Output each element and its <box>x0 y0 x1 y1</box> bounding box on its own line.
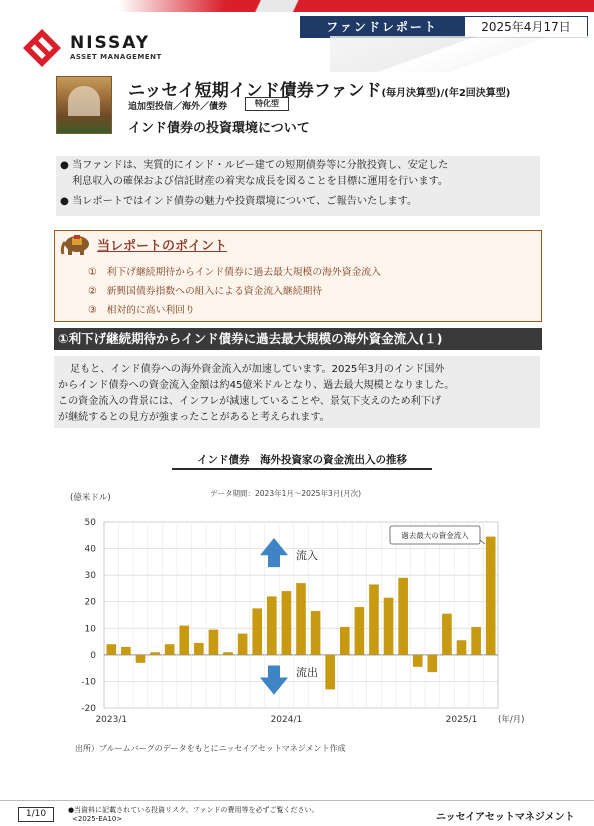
y-tick-label: -10 <box>81 677 96 688</box>
point-item-2: ② 新興国債券指数への組入による資金流入継続期待 <box>88 286 323 297</box>
bar-2024/2 <box>296 583 306 655</box>
bar-2024/1 <box>282 591 292 655</box>
body-line-2: からインド債券への資金流入金額は約45億米ドルとなり、過去最大規模となりました。 <box>58 380 455 391</box>
bar-2023/11 <box>252 608 262 655</box>
x-tick-label: 2023/1 <box>95 715 128 725</box>
inflow-label: 流入 <box>296 549 318 563</box>
bar-2024/6 <box>355 607 365 655</box>
y-tick-label: -20 <box>81 704 96 714</box>
body-line-4: が継続するとの見方が強まったことがあると考えられます。 <box>58 412 330 423</box>
bar-2023/3 <box>136 655 146 663</box>
intro-bullet-icon: ● <box>60 160 69 171</box>
bar-2025/3 <box>486 537 496 655</box>
bar-2023/6 <box>179 626 189 655</box>
y-tick-label: 0 <box>90 650 96 661</box>
bar-2024/4 <box>325 655 335 690</box>
footer-code: <2025-EA10> <box>72 815 123 823</box>
chart-title-underline <box>172 468 432 470</box>
bar-2024/9 <box>398 578 408 655</box>
chart-title: インド債券 海外投資家の資金流出入の推移 <box>197 454 407 466</box>
bar-2023/5 <box>165 644 175 655</box>
body-line-3: この資金流入の背景には、インフレが減速していることや、景気下支えのため利下げ <box>58 396 441 407</box>
bar-2023/4 <box>150 652 160 655</box>
footer-company: ニッセイアセットマネジメント <box>436 812 575 823</box>
footer-divider <box>0 800 594 801</box>
bar-2023/7 <box>194 643 204 655</box>
bar-2024/3 <box>311 611 321 655</box>
intro-bullet-icon: ● <box>60 196 69 207</box>
logo-subtitle: ASSET MANAGEMENT <box>70 53 162 61</box>
x-tick-label: 2024/1 <box>270 715 303 725</box>
bar-2025/2 <box>471 627 481 655</box>
bar-2024/5 <box>340 627 350 655</box>
fund-title <box>128 76 510 101</box>
intro-line-1: 当ファンドは、実質的にインド・ルピー建ての短期債券等に分散投資し、安定した <box>72 160 449 171</box>
fund-title-main: ニッセイ短期インド債券ファンド <box>128 81 382 101</box>
bar-2024/11 <box>428 655 438 672</box>
cover-dome-shape <box>68 86 100 116</box>
y-tick-label: 10 <box>84 624 96 635</box>
page-number: 1/10 <box>18 807 54 822</box>
points-title: 当レポートのポイント <box>97 239 228 254</box>
bar-2024/8 <box>384 598 394 655</box>
logo-name: NISSAY <box>70 33 151 53</box>
bar-2025/1 <box>457 640 467 655</box>
elephant-icon <box>60 234 92 256</box>
footer-note: ●当資料に記載されている投資リスク、ファンドの費用等を必ずご覧ください。 <box>68 806 319 814</box>
nissay-logo-icon <box>22 28 62 68</box>
body-line-1: 足もと、インド債券への海外資金流入が加速しています。2025年3月のインド国外 <box>70 364 445 375</box>
header-decoration <box>210 0 330 12</box>
bar-2023/9 <box>223 652 233 655</box>
intro-line-2: 利息収入の確保および信託財産の着実な成長を図ることを目標に運用を行います。 <box>72 176 449 187</box>
header-pattern <box>330 36 594 72</box>
x-tick-label: 2025/1 <box>445 715 478 725</box>
y-tick-label: 50 <box>84 518 96 528</box>
chart-source: 出所）ブルームバーグのデータをもとにニッセイアセットマネジメント作成 <box>75 744 346 753</box>
annotation-text: 過去最大の資金流入 <box>401 531 469 540</box>
bar-2024/12 <box>442 614 452 655</box>
x-axis-label: (年/月) <box>498 715 525 725</box>
bar-2023/8 <box>209 630 219 655</box>
bar-2023/1 <box>106 644 116 655</box>
fund-title-suffix: (毎月決算型)/(年2回決算型) <box>381 88 511 99</box>
bar-chart <box>60 474 540 738</box>
point-item-3: ③ 相対的に高い利回り <box>88 305 195 316</box>
bar-2023/2 <box>121 647 131 655</box>
y-tick-label: 30 <box>84 571 96 582</box>
y-tick-label: 40 <box>84 544 96 555</box>
fund-badge: 特化型 <box>245 97 289 111</box>
bar-2023/10 <box>238 634 248 655</box>
fund-category: 追加型投信／海外／債券 <box>128 102 228 112</box>
intro-line-3: 当レポートではインド債券の魅力や投資環境について、ご報告いたします。 <box>72 196 418 207</box>
point-item-1: ① 利下げ継続期待からインド債券に過去最大規模の海外資金流入 <box>88 267 381 278</box>
chart-period: データ期間：2023年1月～2025年3月(月次) <box>210 489 362 498</box>
y-tick-label: 20 <box>84 597 96 608</box>
report-label: ファンドレポート <box>300 16 464 38</box>
report-subtitle: インド債券の投資環境について <box>128 121 310 136</box>
bar-2024/10 <box>413 655 423 667</box>
outflow-label: 流出 <box>296 666 318 680</box>
section-title: ①利下げ継続期待からインド債券に過去最大規模の海外資金流入(１) <box>54 328 542 350</box>
bar-2023/12 <box>267 596 277 654</box>
report-date: 2025年4月17日 <box>464 16 588 38</box>
y-axis-label: (億米ドル) <box>70 493 111 503</box>
bar-2024/7 <box>369 584 379 654</box>
